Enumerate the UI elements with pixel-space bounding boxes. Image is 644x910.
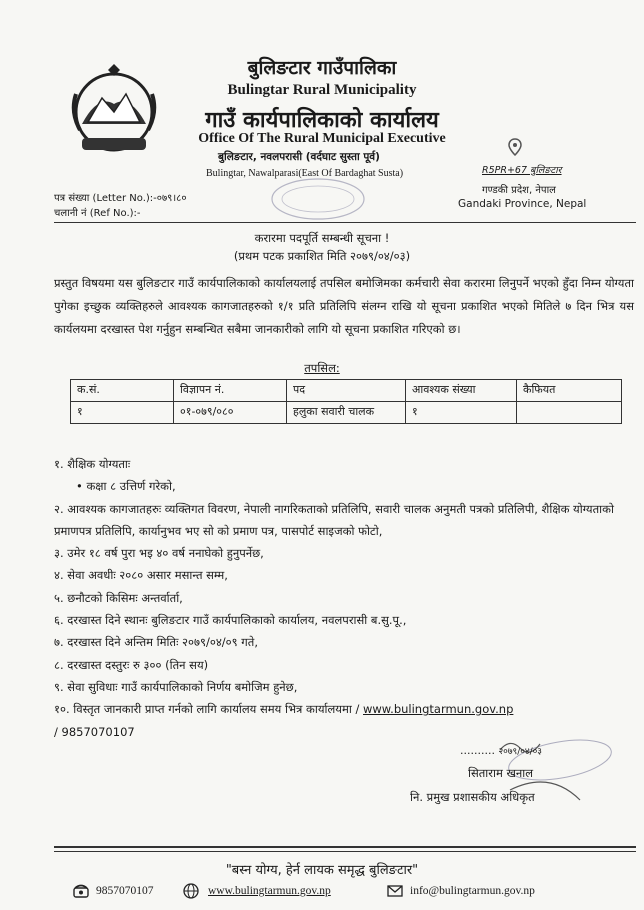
reference-number: चलानी नं (Ref No.):- bbox=[54, 208, 141, 219]
table-header-row bbox=[71, 380, 622, 402]
list-item bbox=[54, 698, 634, 720]
table-row bbox=[71, 402, 622, 424]
vacancy-table bbox=[70, 379, 622, 424]
list-item: ३. उमेर १८ वर्ष पुरा भइ ४० वर्ष ननाघेको हुनुपर्नेछ, bbox=[54, 546, 264, 561]
table-header-cell: पद bbox=[287, 380, 406, 402]
signature-line: .......... २०७९/०४/०३ bbox=[460, 744, 542, 757]
table-header-cell: आवश्यक संख्या bbox=[406, 380, 517, 402]
table-cell: ०१-०७९/०८० bbox=[174, 402, 287, 424]
table-cell: १ bbox=[406, 402, 517, 424]
municipality-name-en: Bulingtar Rural Municipality bbox=[227, 82, 417, 98]
province-en: Gandaki Province, Nepal bbox=[458, 198, 587, 210]
footer-website[interactable]: www.bulingtarmun.gov.np bbox=[208, 885, 331, 897]
plus-code: R5PR+67 बुलिङटार bbox=[482, 165, 562, 176]
list-item: ६. दरखास्त दिने स्थानः बुलिङटार गाउँ कार्यपालिकाको कार्यालय, नवलपरासी ब.सु.पू., bbox=[54, 613, 407, 628]
globe-icon bbox=[182, 882, 200, 900]
list-item: • कक्षा ८ उत्तिर्ण गरेको, bbox=[76, 479, 176, 494]
notice-title: करारमा पदपूर्ति सम्बन्धी सूचना ! bbox=[254, 231, 390, 245]
table-cell bbox=[517, 402, 622, 424]
address-np: बुलिङटार, नवलपरासी (वर्दघाट सुस्ता पूर्व) bbox=[218, 151, 380, 163]
footer-phone: 9857070107 bbox=[96, 885, 154, 897]
motto: "बस्न योग्य, हेर्न लायक समृद्ध बुलिङटार" bbox=[225, 863, 419, 878]
footer-email[interactable]: info@bulingtarmun.gov.np bbox=[410, 885, 535, 897]
tapsil-heading: तपसिल: bbox=[304, 361, 340, 375]
office-name-en: Office Of The Rural Municipal Executive bbox=[198, 131, 446, 146]
list-item-bullet: कक्षा ८ उत्तिर्ण गरेको, bbox=[86, 479, 176, 494]
list-item: ७. दरखास्त दिने अन्तिम मितिः २०७९/०४/०९ गते, bbox=[54, 635, 258, 650]
office-name-np: गाउँ कार्यपालिकाको कार्यालय bbox=[205, 108, 439, 133]
municipality-name-np: बुलिङटार गाउँपालिका bbox=[247, 57, 397, 79]
list-item: १. शैक्षिक योग्यताः bbox=[54, 457, 131, 471]
office-stamp-icon bbox=[268, 176, 368, 222]
list-item-text: १०. विस्तृत जानकारी प्राप्त गर्नको लागि कार्यालय समय भित्र कार्यालयमा / bbox=[54, 702, 363, 717]
website-link[interactable]: www.bulingtarmun.gov.np bbox=[363, 702, 514, 717]
table-header-cell: विज्ञापन नं. bbox=[174, 380, 287, 402]
phone-icon bbox=[72, 882, 90, 900]
letter-number: पत्र संख्या (Letter No.):-०७९।८० bbox=[54, 193, 187, 204]
address-en: Bulingtar, Nawalparasi(East Of Bardaghat Susta) bbox=[206, 168, 404, 179]
requirements-list bbox=[54, 453, 634, 743]
province-np: गण्डकी प्रदेश, नेपाल bbox=[482, 185, 556, 196]
list-item: ५. छनौटको किसिमः अन्तर्वार्ता, bbox=[54, 590, 183, 605]
signatory-name: सिताराम खनाल bbox=[468, 766, 534, 780]
list-item: ४. सेवा अवधीः २०८० असार मसान्त सम्म, bbox=[54, 568, 228, 583]
table-cell: १ bbox=[71, 402, 174, 424]
table-header-cell: कैफियत bbox=[517, 380, 622, 402]
list-item: ८. दरखास्त दस्तुरः रु ३०० (तिन सय) bbox=[54, 657, 209, 672]
list-item: ९. सेवा सुविधाः गाउँ कार्यपालिकाको निर्णय बमोजिम हुनेछ, bbox=[54, 679, 298, 694]
notice-subtitle: (प्रथम पटक प्रकाशित मिति २०७९/०४/०३) bbox=[233, 249, 411, 263]
table-cell: हलुका सवारी चालक bbox=[287, 402, 406, 424]
notice-body: प्रस्तुत विषयमा यस बुलिङटार गाउँ कार्यपालिकाको कार्यालयलाई तपसिल बमोजिमका कर्मचारी सेवा करारमा लिनुपर्ने भएको हुँदा निम्न योग्यता पुगेका इच्छुक व्यक्तिहरुले आवश्यक कागजातहरुको १/१ प्रति प्रतिलिपि संलग्न राखि यो सूचना प्रकाशित भएको मितिले ७ दिन भित्र यस कार्यलयमा दरखास्त पेश गर्नुहुन सम्बन्धित सबैमा जानकारीको लागि यो सूचना प्रकाशित गरिएको छ। bbox=[54, 276, 634, 336]
table-header-cell: क.सं. bbox=[71, 380, 174, 402]
header-divider bbox=[54, 222, 636, 223]
footer-divider-2 bbox=[54, 851, 636, 852]
list-item: २. आवश्यक कागजातहरुः व्यक्तिगत विवरण, नेपाली नागरिकताको प्रतिलिपि, सवारी चालक अनुमती पत्रको प्रतिलिपी, शैक्षिक योग्यताको प्रमाणपत्र प्रतिलिपि, कार्यानुभव भए सो को प्रमाण पत्र, पासपोर्ट साइजको फोटो, bbox=[54, 501, 614, 538]
signatory-designation: नि. प्रमुख प्रशासकीय अधिकृत bbox=[410, 790, 535, 804]
footer-divider-1 bbox=[54, 846, 636, 848]
email-icon bbox=[386, 882, 404, 900]
location-pin-icon bbox=[508, 138, 522, 156]
list-item-phone: / 9857070107 bbox=[54, 724, 135, 739]
